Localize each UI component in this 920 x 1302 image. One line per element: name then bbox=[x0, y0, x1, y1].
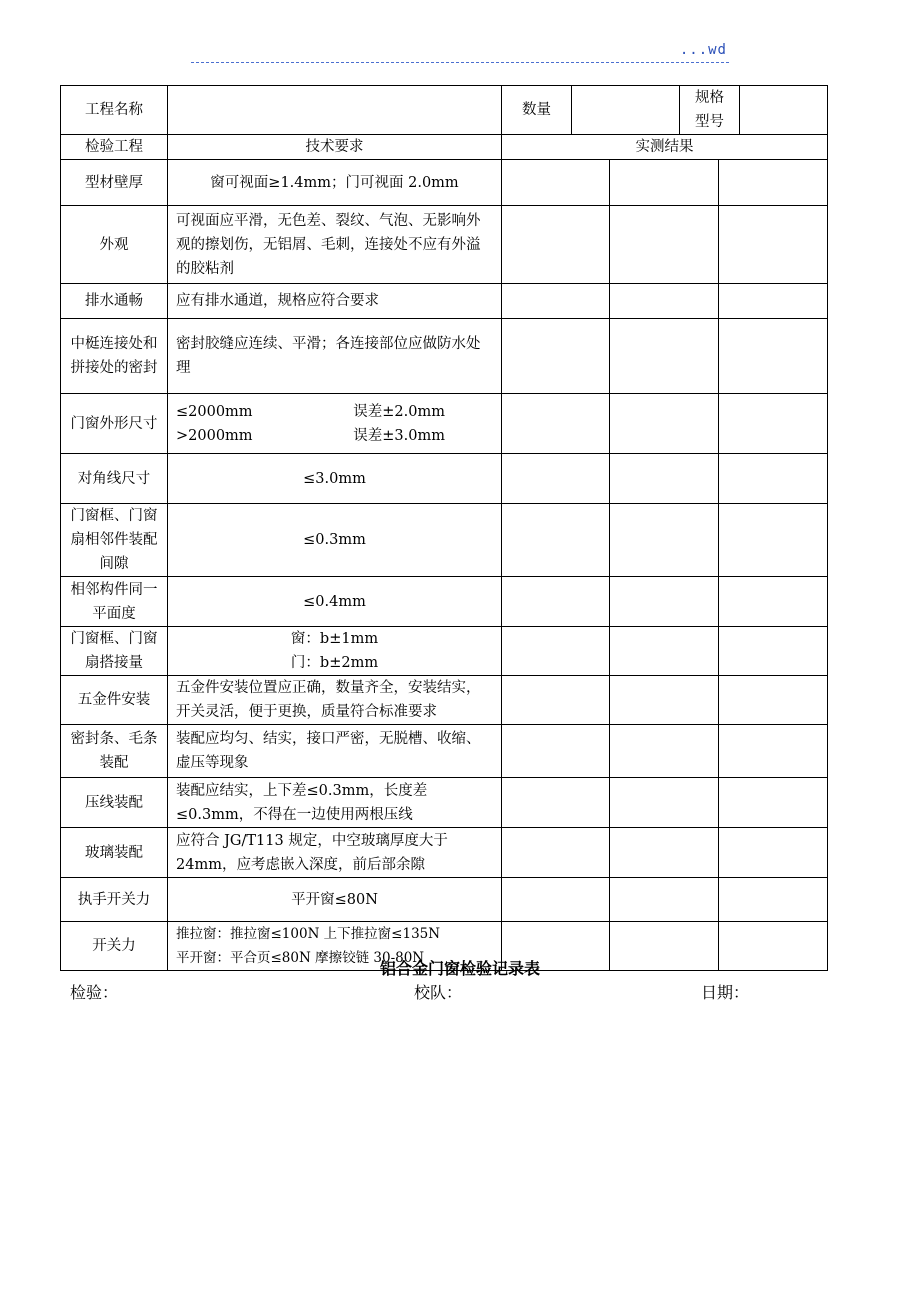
result-cell[interactable] bbox=[610, 878, 719, 922]
item-label: 对角线尺寸 bbox=[61, 454, 168, 504]
result-cell[interactable] bbox=[719, 725, 828, 778]
quantity-value-cell[interactable] bbox=[572, 86, 680, 135]
quantity-label: 数量 bbox=[502, 86, 572, 135]
item-label: 开关力 bbox=[61, 922, 168, 971]
result-cell[interactable] bbox=[610, 454, 719, 504]
result-cell[interactable] bbox=[719, 878, 828, 922]
spec-label: 规格型号 bbox=[680, 86, 740, 135]
result-cell[interactable] bbox=[610, 504, 719, 577]
item-label: 门窗框、门窗扇相邻件装配间隙 bbox=[61, 504, 168, 577]
column-header-requirement: 技术要求 bbox=[168, 135, 502, 160]
result-cell[interactable] bbox=[610, 627, 719, 676]
requirement-text bbox=[168, 627, 502, 676]
item-label: 门窗框、门窗扇搭接量 bbox=[61, 627, 168, 676]
result-cell[interactable] bbox=[502, 627, 610, 676]
item-label: 门窗外形尺寸 bbox=[61, 394, 168, 454]
result-cell[interactable] bbox=[610, 725, 719, 778]
result-cell[interactable] bbox=[719, 394, 828, 454]
requirement-text: 密封胶缝应连续、平滑；各连接部位应做防水处理 bbox=[168, 319, 502, 394]
header-dashed-rule bbox=[191, 40, 729, 63]
table-row bbox=[61, 577, 828, 627]
item-label: 型材壁厚 bbox=[61, 160, 168, 206]
requirement-text: 平开窗≤80N bbox=[168, 878, 502, 922]
item-label: 相邻构件同一平面度 bbox=[61, 577, 168, 627]
item-label: 密封条、毛条装配 bbox=[61, 725, 168, 778]
result-cell[interactable] bbox=[610, 778, 719, 828]
result-cell[interactable] bbox=[502, 577, 610, 627]
table-row bbox=[61, 284, 828, 319]
header-mark-text: ...wd bbox=[679, 42, 727, 58]
item-label: 执手开关力 bbox=[61, 878, 168, 922]
item-label: 压线装配 bbox=[61, 778, 168, 828]
size-limit-b: >2000mm bbox=[176, 427, 253, 444]
table-row bbox=[61, 676, 828, 725]
result-cell[interactable] bbox=[719, 284, 828, 319]
result-cell[interactable] bbox=[719, 504, 828, 577]
table-row bbox=[61, 319, 828, 394]
result-cell[interactable] bbox=[502, 454, 610, 504]
result-cell[interactable] bbox=[502, 160, 610, 206]
table-row bbox=[61, 778, 828, 828]
overlap-door: 门：b±2mm bbox=[290, 655, 379, 671]
table-row bbox=[61, 725, 828, 778]
size-limit-a: ≤2000mm bbox=[176, 403, 253, 420]
project-value-cell[interactable] bbox=[168, 86, 502, 135]
size-tolerance-a: 误差±2.0mm bbox=[353, 403, 445, 420]
inspection-table bbox=[60, 85, 828, 971]
result-cell[interactable] bbox=[502, 878, 610, 922]
result-cell[interactable] bbox=[719, 627, 828, 676]
table-row bbox=[61, 878, 828, 922]
table-row bbox=[61, 828, 828, 878]
spec-value-cell[interactable] bbox=[740, 86, 828, 135]
force-casement: 平开窗：平合页≤80N 摩擦铰链 30-80N bbox=[176, 950, 425, 966]
team-label: 校队： bbox=[414, 983, 463, 1002]
item-label: 外观 bbox=[61, 206, 168, 284]
date-label: 日期： bbox=[701, 983, 750, 1002]
result-cell[interactable] bbox=[719, 454, 828, 504]
project-label: 工程名称 bbox=[61, 86, 168, 135]
table-row bbox=[61, 504, 828, 577]
result-cell[interactable] bbox=[502, 778, 610, 828]
result-cell[interactable] bbox=[502, 206, 610, 284]
result-cell[interactable] bbox=[719, 828, 828, 878]
result-cell[interactable] bbox=[719, 206, 828, 284]
result-cell[interactable] bbox=[502, 828, 610, 878]
form-title: 铝合金门窗检验记录表 bbox=[379, 959, 540, 978]
requirement-text: 应有排水通道，规格应符合要求 bbox=[168, 284, 502, 319]
table-row bbox=[61, 627, 828, 676]
requirement-text: 装配应均匀、结实，接口严密，无脱槽、收缩、虚压等现象 bbox=[168, 725, 502, 778]
result-cell[interactable] bbox=[502, 284, 610, 319]
item-label: 中梃连接处和拼接处的密封 bbox=[61, 319, 168, 394]
result-cell[interactable] bbox=[719, 319, 828, 394]
requirement-text: ≤3.0mm bbox=[168, 454, 502, 504]
result-cell[interactable] bbox=[610, 160, 719, 206]
result-cell[interactable] bbox=[610, 319, 719, 394]
force-sliding: 推拉窗：推拉窗≤100N 上下推拉窗≤135N bbox=[176, 926, 441, 942]
result-cell[interactable] bbox=[502, 504, 610, 577]
result-cell[interactable] bbox=[610, 394, 719, 454]
requirement-text: 窗可视面≥1.4mm；门可视面 2.0mm bbox=[168, 160, 502, 206]
result-cell[interactable] bbox=[719, 577, 828, 627]
result-cell[interactable] bbox=[502, 319, 610, 394]
result-cell[interactable] bbox=[502, 725, 610, 778]
requirement-text: 应符合 JG/T113 规定，中空玻璃厚度大于24mm，应考虑嵌入深度，前后部余隙 bbox=[168, 828, 502, 878]
table-row bbox=[61, 394, 828, 454]
requirement-text: 五金件安装位置应正确，数量齐全，安装结实，开关灵活，便于更换，质量符合标准要求 bbox=[168, 676, 502, 725]
result-cell[interactable] bbox=[719, 160, 828, 206]
result-cell[interactable] bbox=[610, 676, 719, 725]
result-cell[interactable] bbox=[610, 577, 719, 627]
requirement-text: 可视面应平滑，无色差、裂纹、气泡、无影响外观的擦划伤，无铝屑、毛刺，连接处不应有外溢的胶粘剂 bbox=[168, 206, 502, 284]
result-cell[interactable] bbox=[502, 394, 610, 454]
requirement-text bbox=[168, 394, 502, 454]
result-cell[interactable] bbox=[610, 206, 719, 284]
result-cell[interactable] bbox=[610, 284, 719, 319]
item-label: 玻璃装配 bbox=[61, 828, 168, 878]
requirement-text: ≤0.3mm bbox=[168, 504, 502, 577]
table-row bbox=[61, 160, 828, 206]
table-row-project bbox=[61, 86, 828, 135]
inspector-label: 检验： bbox=[70, 983, 119, 1002]
result-cell[interactable] bbox=[610, 828, 719, 878]
item-label: 五金件安装 bbox=[61, 676, 168, 725]
result-cell[interactable] bbox=[502, 676, 610, 725]
result-cell[interactable] bbox=[719, 778, 828, 828]
overlap-window: 窗：b±1mm bbox=[290, 631, 379, 647]
result-cell[interactable] bbox=[719, 676, 828, 725]
column-header-item: 检验工程 bbox=[61, 135, 168, 160]
table-row-header bbox=[61, 135, 828, 160]
requirement-text: ≤0.4mm bbox=[168, 577, 502, 627]
size-tolerance-b: 误差±3.0mm bbox=[353, 427, 445, 444]
column-header-result: 实测结果 bbox=[502, 135, 828, 160]
requirement-text: 装配应结实，上下差≤0.3mm，长度差≤0.3mm，不得在一边使用两根压线 bbox=[168, 778, 502, 828]
table-row bbox=[61, 454, 828, 504]
item-label: 排水通畅 bbox=[61, 284, 168, 319]
table-row bbox=[61, 206, 828, 284]
